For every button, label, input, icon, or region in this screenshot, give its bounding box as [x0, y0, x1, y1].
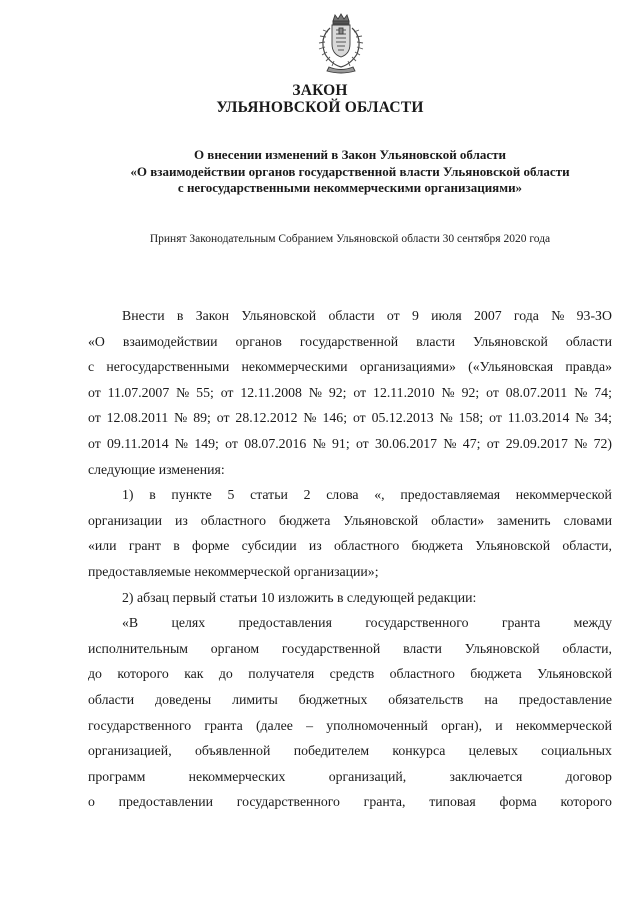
word: от: [352, 410, 366, 426]
word: в: [173, 538, 180, 554]
word: «или: [88, 538, 117, 554]
justified-line: [88, 405, 612, 431]
word: государственного: [236, 794, 340, 810]
word: договор: [565, 768, 612, 784]
word: 5: [227, 487, 235, 503]
word: лимиты: [232, 691, 278, 707]
word: №: [574, 384, 588, 400]
word: программ: [88, 768, 146, 784]
word: негосударственными: [106, 359, 230, 375]
word: на: [484, 691, 498, 707]
justified-line: [88, 482, 612, 508]
word: №: [439, 410, 453, 426]
word: целях: [171, 615, 206, 631]
word: от: [486, 384, 499, 400]
word: уполномоченный: [326, 717, 428, 733]
word: бюджета: [411, 538, 463, 554]
justified-line: [88, 508, 612, 534]
word: организаций,: [328, 768, 407, 784]
word: предоставление: [518, 691, 612, 707]
word: грант: [128, 538, 161, 554]
word: обязательств: [388, 691, 464, 707]
word: до: [218, 666, 233, 682]
word: 93-ЗО: [576, 308, 612, 323]
word: предоставления: [238, 615, 332, 631]
word: в: [176, 308, 184, 323]
word: государственного: [365, 615, 469, 631]
word: Ульяновской: [537, 666, 612, 682]
word: орган),: [441, 717, 483, 733]
word: гранта: [501, 615, 541, 631]
ulyanovsk-coat-of-arms-icon: [311, 12, 371, 74]
word: государственной: [281, 640, 381, 656]
word: от: [88, 410, 101, 426]
word: областного: [389, 666, 455, 682]
word: органом: [210, 640, 260, 656]
word: 1): [122, 487, 134, 503]
word: объявленной: [194, 743, 271, 759]
word: 08.07.2011: [505, 384, 568, 400]
word: некоммерческими: [241, 359, 348, 375]
word: от: [220, 384, 234, 400]
word: года: [513, 308, 539, 323]
word: №: [174, 435, 189, 451]
word: власти: [403, 640, 442, 656]
word: от: [216, 410, 230, 426]
word: некоммерческой: [515, 487, 612, 503]
word: –: [306, 717, 314, 733]
word: №: [303, 410, 317, 426]
word: как: [184, 666, 204, 682]
subject-line: О внесении изменений в Закон Ульяновской области: [193, 147, 507, 162]
justified-line: [88, 329, 612, 355]
word: №: [551, 308, 565, 323]
word: государственной: [299, 333, 399, 349]
word: субсидии: [241, 538, 297, 554]
word: №: [443, 435, 457, 451]
word: из: [308, 538, 322, 554]
word: 91;: [332, 435, 350, 451]
paragraph-line: 2) абзац первый статьи 10 изложить в следующей редакции:: [122, 589, 477, 605]
word: до: [88, 666, 102, 682]
law-body: [88, 303, 612, 815]
word: Ульяновской: [464, 640, 540, 656]
word: «,: [374, 487, 385, 503]
word: 55;: [196, 384, 214, 400]
word: 2: [303, 487, 311, 503]
word: 12.11.2010: [373, 384, 435, 400]
word: 12.11.2008: [240, 384, 302, 400]
word: от: [88, 435, 101, 451]
word: области: [328, 308, 375, 323]
word: конкурса: [392, 743, 446, 759]
word: от: [486, 435, 500, 451]
justified-line: [88, 610, 612, 636]
justified-line: [88, 431, 612, 457]
word: правда»: [565, 359, 612, 375]
word: («Ульяновская: [468, 359, 554, 375]
word: Ульяновской: [475, 538, 551, 554]
word: между: [573, 615, 612, 631]
justified-line: [88, 738, 612, 764]
word: пункте: [171, 487, 212, 503]
word: 11.07.2007: [107, 384, 170, 400]
word: 158;: [458, 410, 484, 426]
word: (далее: [255, 717, 293, 733]
word: 11.03.2014: [507, 410, 570, 426]
word: организацией,: [88, 743, 172, 759]
word: целевых: [468, 743, 518, 759]
word: №: [308, 384, 322, 400]
word: взаимодействии: [122, 333, 218, 349]
word: №: [312, 435, 326, 451]
word: 9: [411, 308, 419, 323]
word: которого: [117, 666, 169, 682]
word: некоммерческих: [188, 768, 286, 784]
word: предоставлении: [118, 794, 214, 810]
word: области: [565, 333, 612, 349]
word: 28.12.2012: [235, 410, 298, 426]
word: июля: [431, 308, 462, 323]
word: 29.09.2017: [505, 435, 568, 451]
word: от: [386, 308, 400, 323]
justified-line: [88, 713, 612, 739]
adoption-note: Принят Законодательным Собранием Ульяновской области 30 сентября 2020 года: [149, 233, 551, 245]
law-title: ЗАКОН: [292, 82, 348, 99]
word: 146;: [322, 410, 348, 426]
word: и: [495, 717, 503, 733]
word: Закон: [195, 308, 230, 323]
word: «В: [122, 615, 139, 631]
word: областного: [334, 538, 400, 554]
word: бюджета: [470, 666, 522, 682]
word: 72): [593, 435, 612, 451]
word: от: [353, 384, 367, 400]
word: 12.08.2011: [106, 410, 169, 426]
word: 05.12.2013: [371, 410, 434, 426]
justified-line: [88, 764, 612, 790]
word: статьи: [250, 487, 288, 503]
word: от: [355, 435, 369, 451]
word: заключается: [449, 768, 523, 784]
word: исполнительным: [88, 640, 188, 656]
word: некоммерческой: [515, 717, 612, 733]
word: гранта,: [363, 794, 406, 810]
word: в: [149, 487, 156, 503]
justified-line: [88, 789, 612, 815]
word: №: [574, 435, 588, 451]
word: слова: [326, 487, 359, 503]
word: 47;: [462, 435, 481, 451]
paragraph-end-line: следующие изменения:: [88, 461, 225, 477]
word: 92;: [461, 384, 480, 400]
law-subject: [60, 147, 640, 197]
word: 149;: [194, 435, 219, 451]
word: из: [175, 512, 188, 528]
word: предоставляемая: [400, 487, 501, 503]
justified-line: [88, 354, 612, 380]
word: форме: [191, 538, 230, 554]
word: форма: [499, 794, 537, 810]
justified-line: [88, 380, 612, 406]
word: области»: [431, 512, 485, 528]
word: государственного: [88, 717, 192, 733]
justified-line: [88, 303, 612, 329]
word: Внести: [122, 308, 165, 323]
subject-line: с негосударственными некоммерческими организациями»: [177, 180, 523, 195]
word: власти: [416, 333, 456, 349]
word: №: [575, 410, 589, 426]
word: организациями»: [359, 359, 456, 375]
word: Ульяновской: [473, 333, 548, 349]
word: области: [88, 691, 135, 707]
word: гранта: [204, 717, 243, 733]
word: о: [88, 794, 95, 810]
word: областного: [200, 512, 266, 528]
word: 92;: [328, 384, 347, 400]
word: социальных: [541, 743, 612, 759]
word: типовая: [429, 794, 476, 810]
justified-line: [88, 661, 612, 687]
word: 34;: [594, 410, 612, 426]
word: от: [88, 384, 101, 400]
word: 74;: [594, 384, 612, 400]
word: организации: [88, 512, 163, 528]
word: словами: [563, 512, 612, 528]
word: 2007: [474, 308, 502, 323]
word: от: [225, 435, 238, 451]
word: органов: [235, 333, 282, 349]
word: области,: [562, 640, 612, 656]
paragraph-end-line: предоставляемые некоммерческой организации»;: [88, 563, 379, 579]
word: победителем: [293, 743, 370, 759]
word: Ульяновской: [241, 308, 317, 323]
justified-line: [88, 636, 612, 662]
word: доведены: [155, 691, 212, 707]
word: 30.06.2017: [374, 435, 438, 451]
word: бюджетных: [298, 691, 368, 707]
word: «О: [88, 333, 105, 349]
justified-line: [88, 533, 612, 559]
word: с: [88, 359, 95, 375]
law-region: УЛЬЯНОВСКОЙ ОБЛАСТИ: [216, 99, 424, 116]
word: №: [174, 410, 188, 426]
word: бюджета: [278, 512, 331, 528]
justified-line: [88, 687, 612, 713]
word: области,: [562, 538, 612, 554]
word: которого: [560, 794, 612, 810]
subject-line: «О взаимодействии органов государственной власти Ульяновской области: [130, 163, 570, 179]
word: получателя: [248, 666, 315, 682]
word: 09.11.2014: [107, 435, 169, 451]
word: №: [176, 384, 190, 400]
word: 89;: [193, 410, 211, 426]
word: №: [441, 384, 455, 400]
word: средств: [329, 666, 375, 682]
word: от: [489, 410, 502, 426]
word: 08.07.2016: [244, 435, 307, 451]
word: Ульяновской: [343, 512, 419, 528]
word: заменить: [497, 512, 551, 528]
